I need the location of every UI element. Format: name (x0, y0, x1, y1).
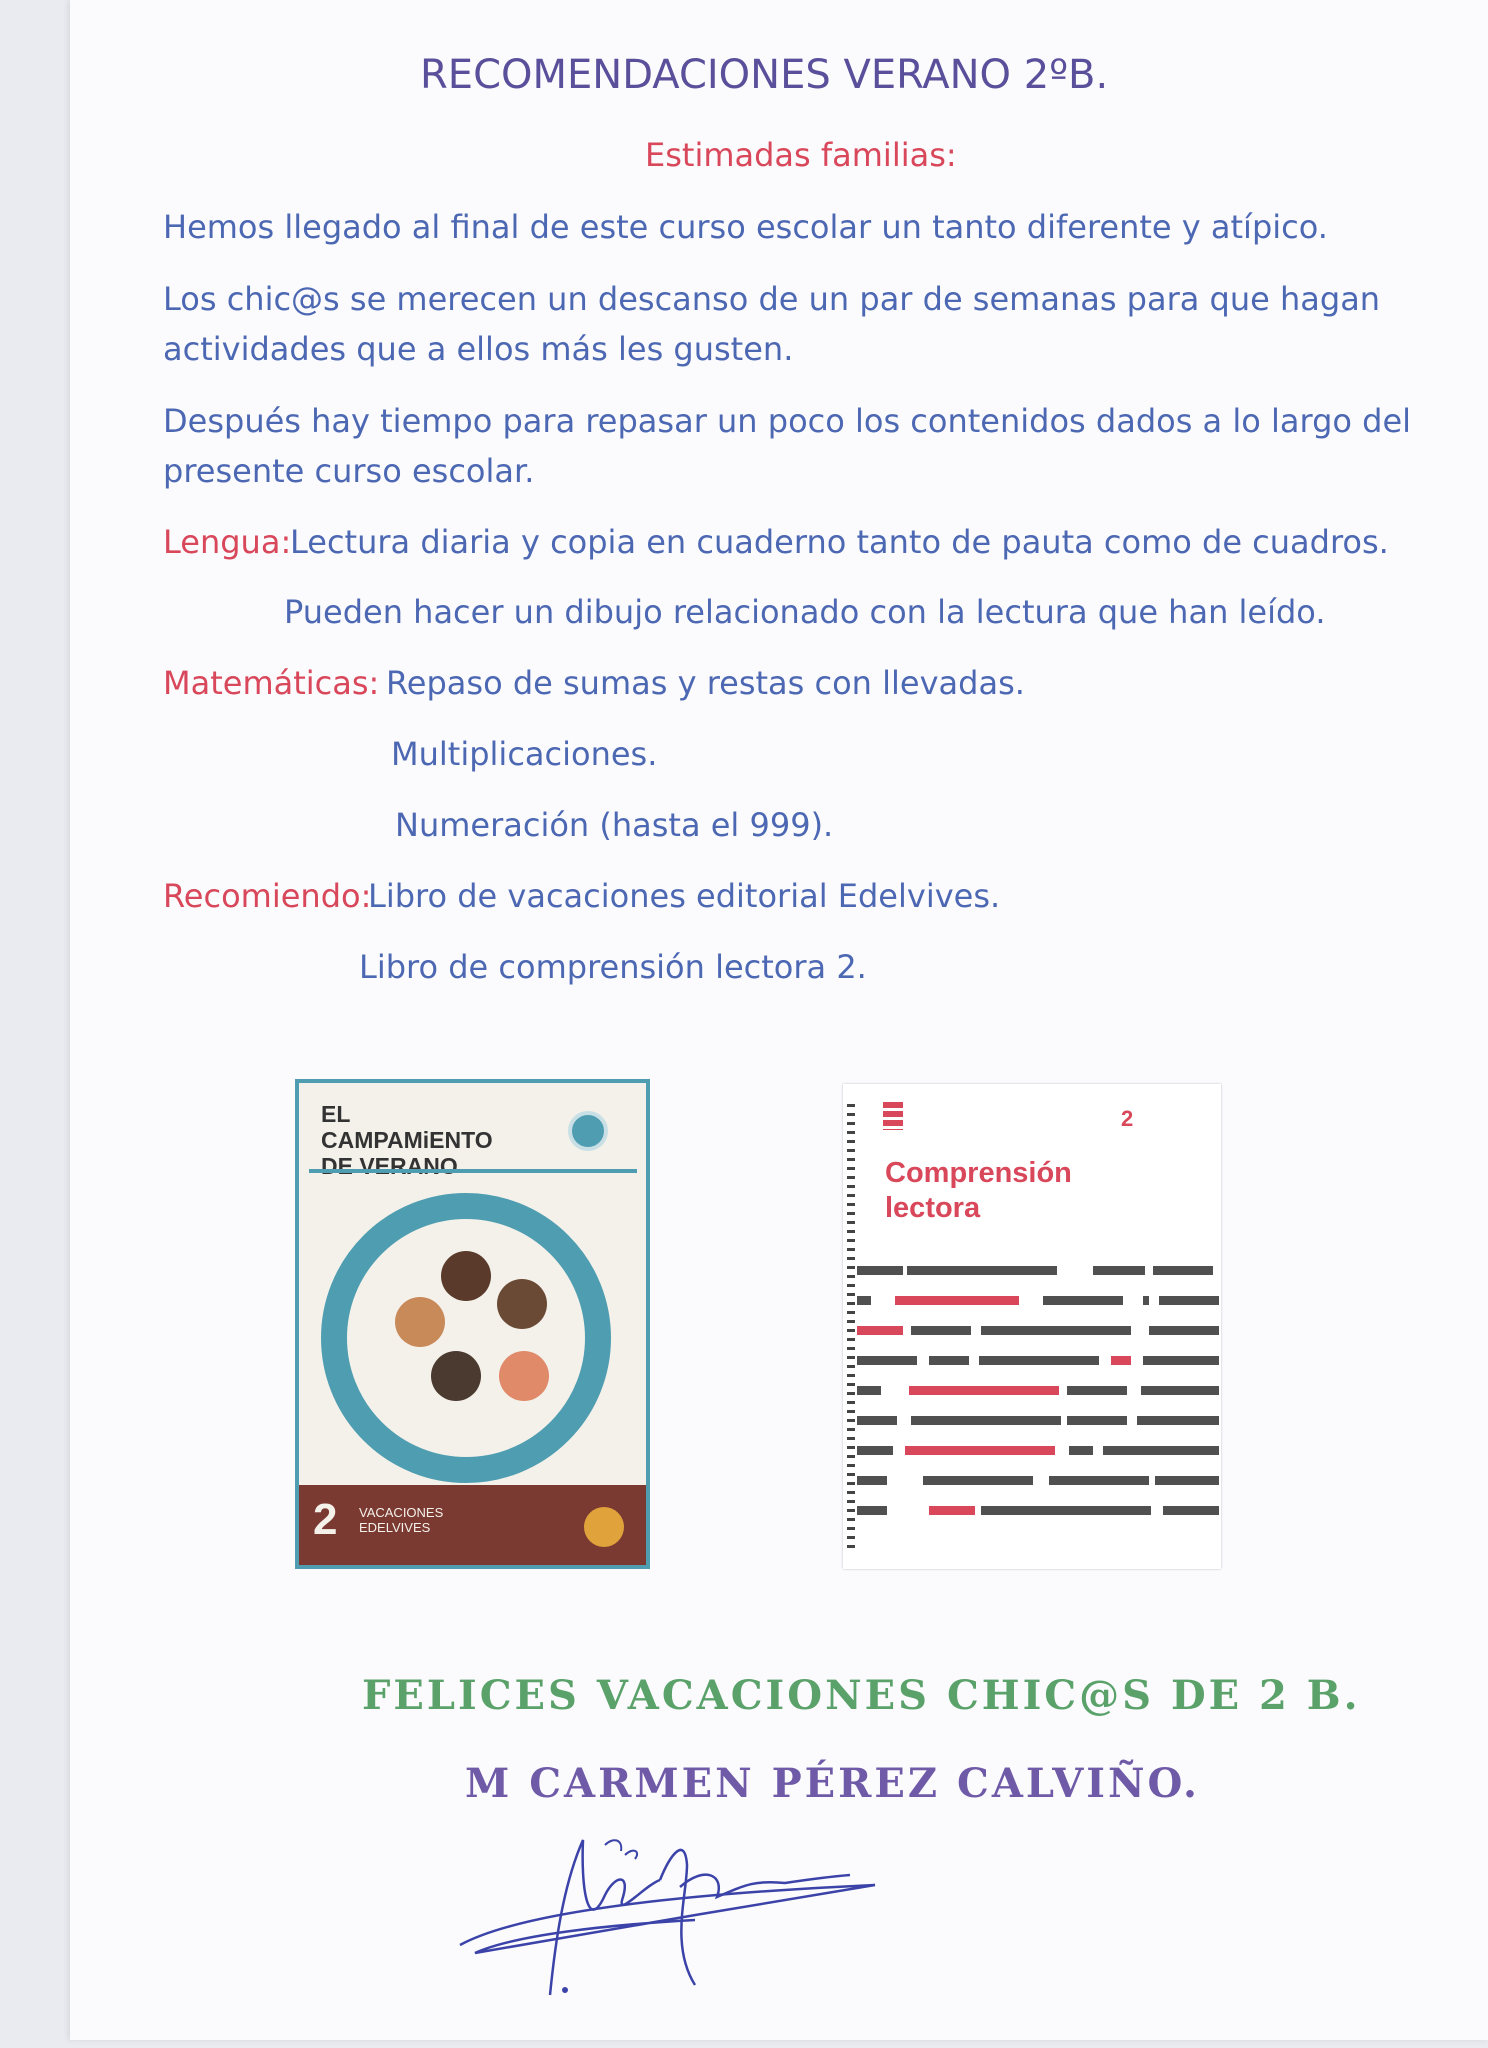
stripe-bar (929, 1356, 969, 1365)
stripe-bar (1143, 1296, 1149, 1305)
stripe-bar (857, 1266, 903, 1275)
paragraph-3-line-1: Después hay tiempo para repasar un poco los contenidos dados a lo largo del (163, 402, 1412, 440)
greeting: Estimadas familias: (645, 136, 957, 174)
book-cover-comprension (843, 1084, 1221, 1569)
book-title: EL CAMPAMiENTO DE VERANO (321, 1101, 493, 1179)
spiral-binding (847, 1104, 855, 1549)
handwritten-signature (455, 1825, 895, 2005)
page-title: RECOMENDACIONES VERANO 2ºB. (420, 52, 1109, 98)
stripe-bar (1143, 1356, 1219, 1365)
lengua-label: Lengua: (163, 523, 292, 561)
stripe-bar (907, 1266, 1057, 1275)
stripe-bar (1163, 1506, 1219, 1515)
publisher-logo-icon (883, 1102, 903, 1130)
teacher-name: M CARMEN PÉREZ CALVIÑO. (465, 1760, 1200, 1807)
stripe-bar (857, 1296, 871, 1305)
badge-icon (584, 1507, 624, 1547)
book-series: VACACIONES EDELVIVES (359, 1505, 444, 1535)
child-illustration (431, 1351, 481, 1401)
recomiendo-line-2: Libro de comprensión lectora 2. (359, 948, 867, 986)
recomiendo-line-1: Libro de vacaciones editorial Edelvives. (368, 877, 1001, 915)
paragraph-2-line-2: actividades que a ellos más les gusten. (163, 330, 794, 368)
stripe-bar (1155, 1476, 1219, 1485)
washing-machine-ring (321, 1193, 611, 1483)
stripe-bar (857, 1416, 897, 1425)
child-illustration (497, 1279, 547, 1329)
lengua-line-1: Lectura diaria y copia en cuaderno tanto de pauta como de cuadros. (290, 523, 1389, 561)
book-number: 2 (313, 1495, 338, 1544)
stripe-bar (1103, 1446, 1219, 1455)
child-illustration (499, 1351, 549, 1401)
stripe-bar (857, 1446, 893, 1455)
book-cover-campamento (295, 1079, 650, 1569)
matematicas-line-2: Multiplicaciones. (391, 735, 658, 773)
stripe-bar (911, 1416, 1061, 1425)
stripe-bar (1093, 1266, 1145, 1275)
stripe-bar (1137, 1416, 1219, 1425)
stripe-bar (929, 1506, 975, 1515)
child-illustration (441, 1251, 491, 1301)
stripe-bar (1111, 1356, 1131, 1365)
recomiendo-label: Recomiendo: (163, 877, 372, 915)
book-title: Comprensión lectora (885, 1157, 1072, 1224)
stripe-bar (1153, 1266, 1213, 1275)
stripe-bar (1159, 1296, 1219, 1305)
stripe-bar (911, 1326, 971, 1335)
stripe-bar (1141, 1386, 1219, 1395)
stripe-bar (1069, 1446, 1093, 1455)
stripe-bar (857, 1506, 887, 1515)
stripe-bar (909, 1386, 1059, 1395)
stripe-bar (1043, 1296, 1123, 1305)
book-number: 2 (1121, 1106, 1134, 1131)
stripe-bar (981, 1506, 1151, 1515)
stripe-bar (857, 1476, 887, 1485)
stripe-bar (1067, 1416, 1127, 1425)
stripe-bar (857, 1356, 917, 1365)
paragraph-2-line-1: Los chic@s se merecen un descanso de un par de semanas para que hagan (163, 280, 1381, 318)
matematicas-line-3: Numeración (hasta el 999). (395, 806, 834, 844)
paragraph-3-line-2: presente curso escolar. (163, 452, 535, 490)
stripe-bar (1049, 1476, 1149, 1485)
child-illustration (395, 1297, 445, 1347)
stripe-bar (981, 1326, 1131, 1335)
lengua-line-2: Pueden hacer un dibujo relacionado con la lectura que han leído. (284, 593, 1326, 631)
closing-message: FELICES VACACIONES CHIC@S DE 2 B. (362, 1672, 1361, 1719)
dial-icon (568, 1111, 608, 1151)
paragraph-1: Hemos llegado al final de este curso escolar un tanto diferente y atípico. (163, 208, 1328, 246)
matematicas-label: Matemáticas: (163, 664, 380, 702)
stripe-bar (905, 1446, 1055, 1455)
stripe-bar (857, 1386, 881, 1395)
stripe-bar (1149, 1326, 1219, 1335)
matematicas-line-1: Repaso de sumas y restas con llevadas. (386, 664, 1025, 702)
stripe-bar (895, 1296, 1019, 1305)
stripe-bar (1067, 1386, 1127, 1395)
stripe-bar (857, 1326, 903, 1335)
stripe-bar (923, 1476, 1033, 1485)
stripe-bar (979, 1356, 1099, 1365)
